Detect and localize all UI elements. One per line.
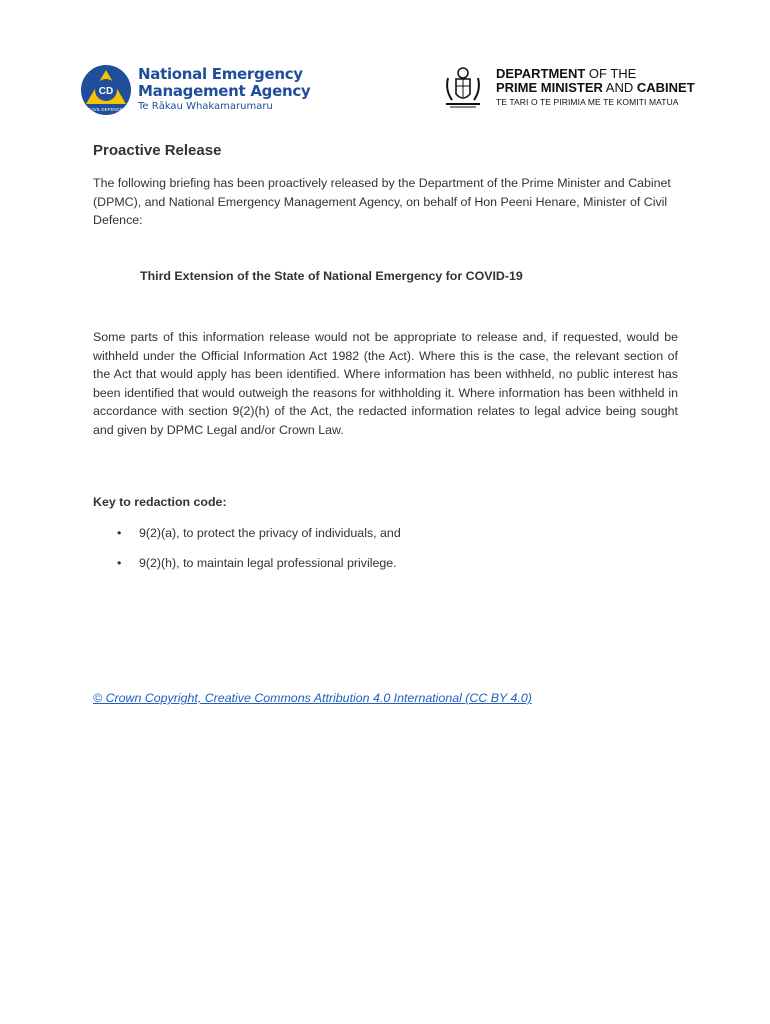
redaction-code-list <box>93 524 401 584</box>
briefing-title: Third Extension of the State of National Emergency for COVID-19 <box>140 269 523 283</box>
page-title: Proactive Release <box>93 142 222 159</box>
redaction-code-h: 9(2)(h), to maintain legal professional privilege. <box>139 556 397 570</box>
bullet-icon: • <box>117 556 122 570</box>
license-link[interactable]: © Crown Copyright, Creative Commons Attribution 4.0 International (CC BY 4.0) <box>93 691 532 705</box>
page-header <box>0 0 770 130</box>
nema-name-line1: National Emergency <box>138 65 303 83</box>
redaction-key-title: Key to redaction code: <box>93 495 227 509</box>
list-item <box>93 524 401 542</box>
nema-logo <box>80 64 311 116</box>
document-body <box>93 140 678 230</box>
dpmc-maori-name: TE TARI O TE PIRIMIA ME TE KOMITI MATUA <box>496 97 679 107</box>
list-item <box>93 554 401 572</box>
coat-of-arms-icon <box>440 64 486 110</box>
nema-name-line2: Management Agency <box>138 82 311 100</box>
bullet-icon: • <box>117 526 122 540</box>
withholding-paragraph: Some parts of this information release would not be appropriate to release and, if requested, would be withheld under the Official Information Act 1982 (the Act). Where this is the case, the relevant section of the Act that would apply has been identified. Where information has been withheld, no public interest has been identified that would outweigh the reasons for withholding it. Where information has been withheld in accordance with section 9(2)(h) of the Act, the redacted information relates to legal advice being sought and given by DPMC Legal and/or Crown Law. <box>93 330 678 437</box>
dpmc-name-line2: PRIME MINISTER AND CABINET <box>496 80 695 95</box>
dpmc-logo <box>440 64 720 110</box>
badge-bottom-text: CIVIL DEFENCE <box>89 107 123 112</box>
dpmc-name-line1: DEPARTMENT OF THE <box>496 66 637 81</box>
intro-paragraph: The following briefing has been proactively released by the Department of the Prime Minister and Cabinet (DPMC), and National Emergency Management Agency, on behalf of Hon Peeni Henare, Minister of Civil Defence: <box>93 176 671 227</box>
badge-top-text: CD <box>98 86 114 97</box>
nema-maori-name: Te Rākau Whakamarumaru <box>138 101 273 112</box>
civil-defence-badge-icon <box>80 64 132 116</box>
redaction-code-a: 9(2)(a), to protect the privacy of individuals, and <box>139 526 401 540</box>
